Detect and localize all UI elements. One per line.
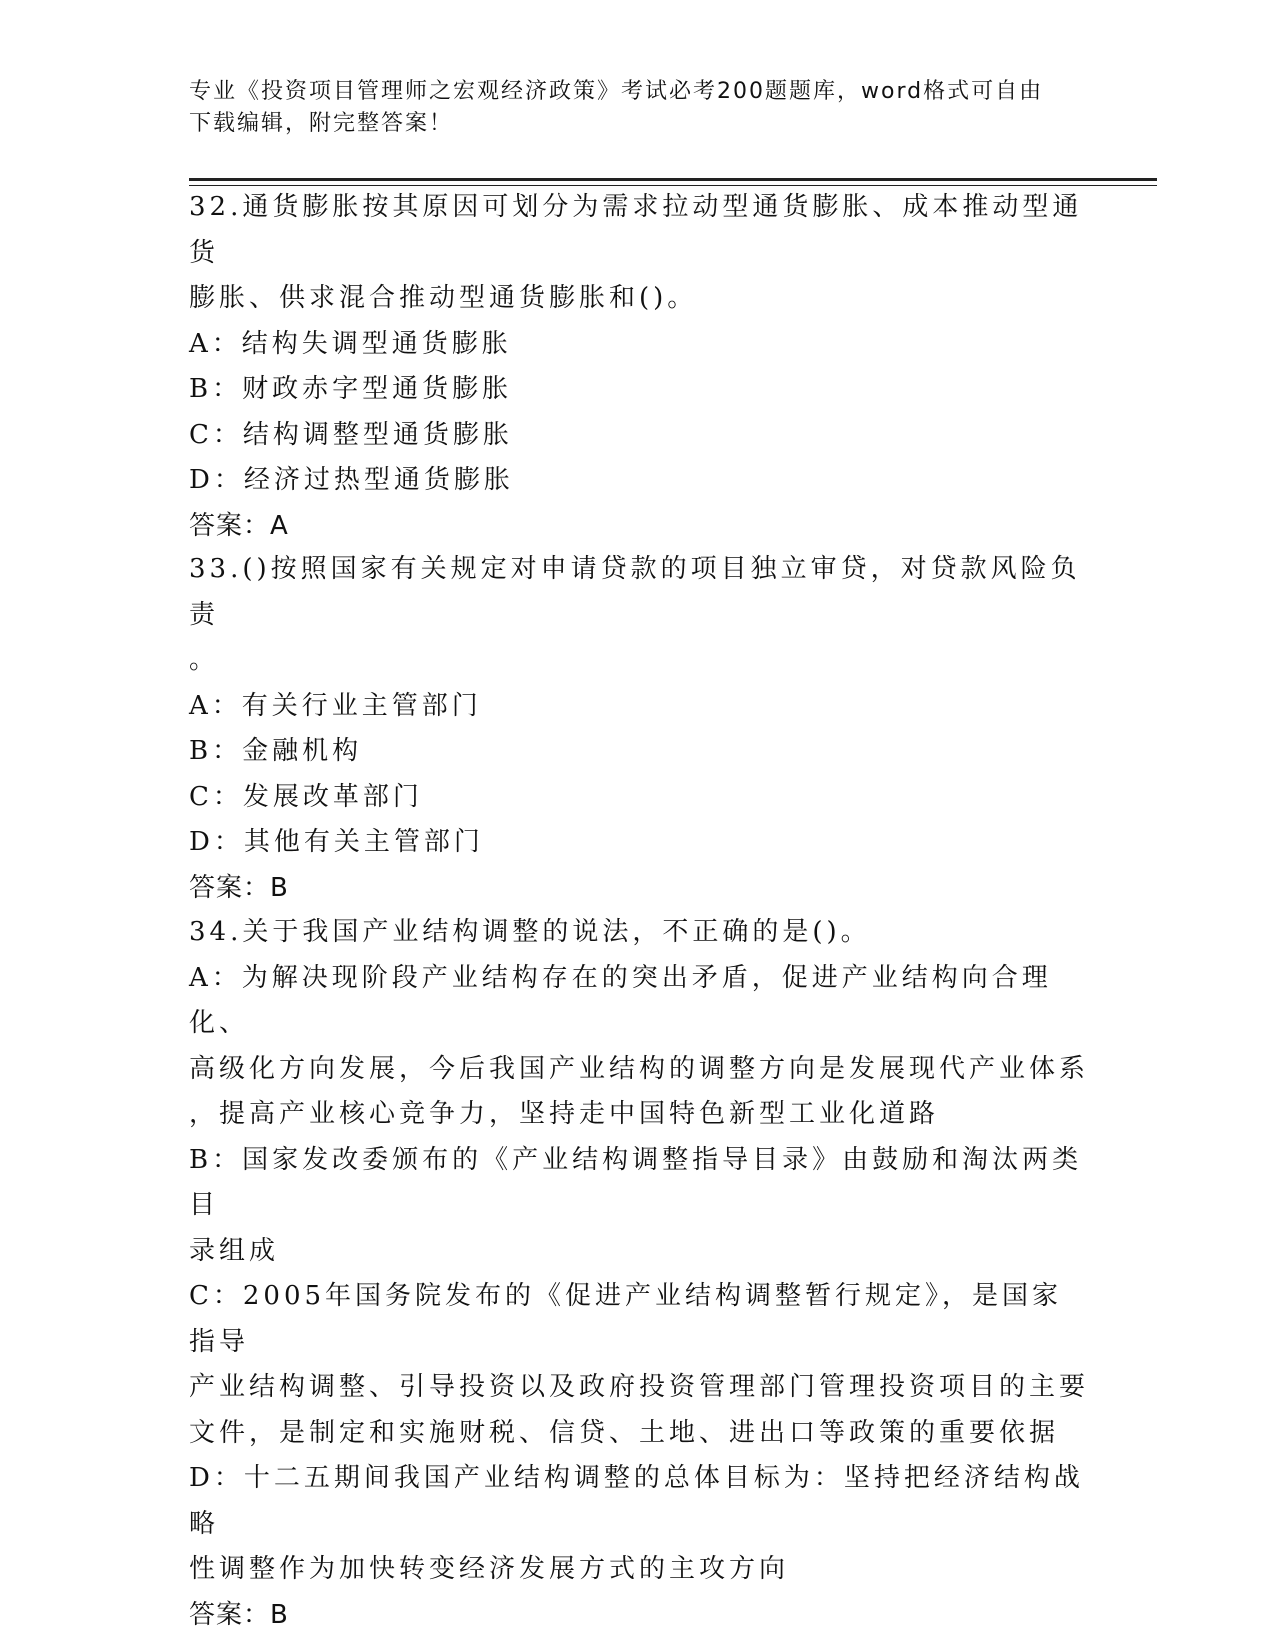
option-b-cont: 录组成 xyxy=(189,1235,280,1266)
header-rule-thick xyxy=(189,178,1157,181)
option-a-cont: ，提高产业核心竞争力，坚持走中国特色新型工业化道路 xyxy=(189,1099,940,1129)
option-b: B：财政赤字型通货膨胀 xyxy=(189,374,513,404)
header-line-1: 专业《投资项目管理师之宏观经济政策》考试必考200题题库，word格式可自由 xyxy=(189,79,1044,104)
answer: 答案：B xyxy=(189,872,289,903)
option-d: D：十二五期间我国产业结构调整的总体目标为：坚持把经济结构战略 xyxy=(189,1463,1084,1539)
option-a: A：有关行业主管部门 xyxy=(189,690,482,721)
option-b: B：国家发改委颁布的《产业结构调整指导目录》由鼓励和淘汰两类目 xyxy=(189,1144,1083,1220)
option-c: C：发展改革部门 xyxy=(189,781,423,812)
question-stem-line: 33.()按照国家有关规定对申请贷款的项目独立审贷，对贷款风险负责 xyxy=(189,554,1081,630)
question-stem-line: 膨胀、供求混合推动型通货膨胀和()。 xyxy=(189,283,698,313)
document-header xyxy=(189,76,1069,140)
question-stem-line: 34.关于我国产业结构调整的说法，不正确的是()。 xyxy=(189,917,871,947)
option-c-cont: 产业结构调整、引导投资以及政府投资管理部门管理投资项目的主要 xyxy=(189,1372,1090,1402)
header-line-2: 下载编辑，附完整答案！ xyxy=(189,111,454,136)
option-a: A：结构失调型通货膨胀 xyxy=(189,328,512,359)
answer: 答案：A xyxy=(189,510,289,541)
option-d: D：其他有关主管部门 xyxy=(189,827,484,857)
option-d-cont: 性调整作为加快转变经济发展方式的主攻方向 xyxy=(189,1554,790,1584)
option-c: C：2005年国务院发布的《促进产业结构调整暂行规定》，是国家指导 xyxy=(189,1281,1063,1357)
option-d: D：经济过热型通货膨胀 xyxy=(189,465,514,495)
answer: 答案：B xyxy=(189,1599,289,1630)
option-a: A：为解决现阶段产业结构存在的突出矛盾，促进产业结构向合理化、 xyxy=(189,962,1052,1038)
option-b: B：金融机构 xyxy=(189,736,363,766)
question-stem-line: 。 xyxy=(189,645,220,675)
option-c: C：结构调整型通货膨胀 xyxy=(189,419,513,450)
question-32 xyxy=(189,185,1089,549)
question-34 xyxy=(189,910,1089,1638)
option-c-cont: 文件，是制定和实施财税、信贷、土地、进出口等政策的重要依据 xyxy=(189,1417,1060,1448)
question-33 xyxy=(189,547,1089,911)
question-stem-line: 32.通货膨胀按其原因可划分为需求拉动型通货膨胀、成本推动型通货 xyxy=(189,192,1083,268)
option-a-cont: 高级化方向发展，今后我国产业结构的调整方向是发展现代产业体系 xyxy=(189,1053,1090,1084)
